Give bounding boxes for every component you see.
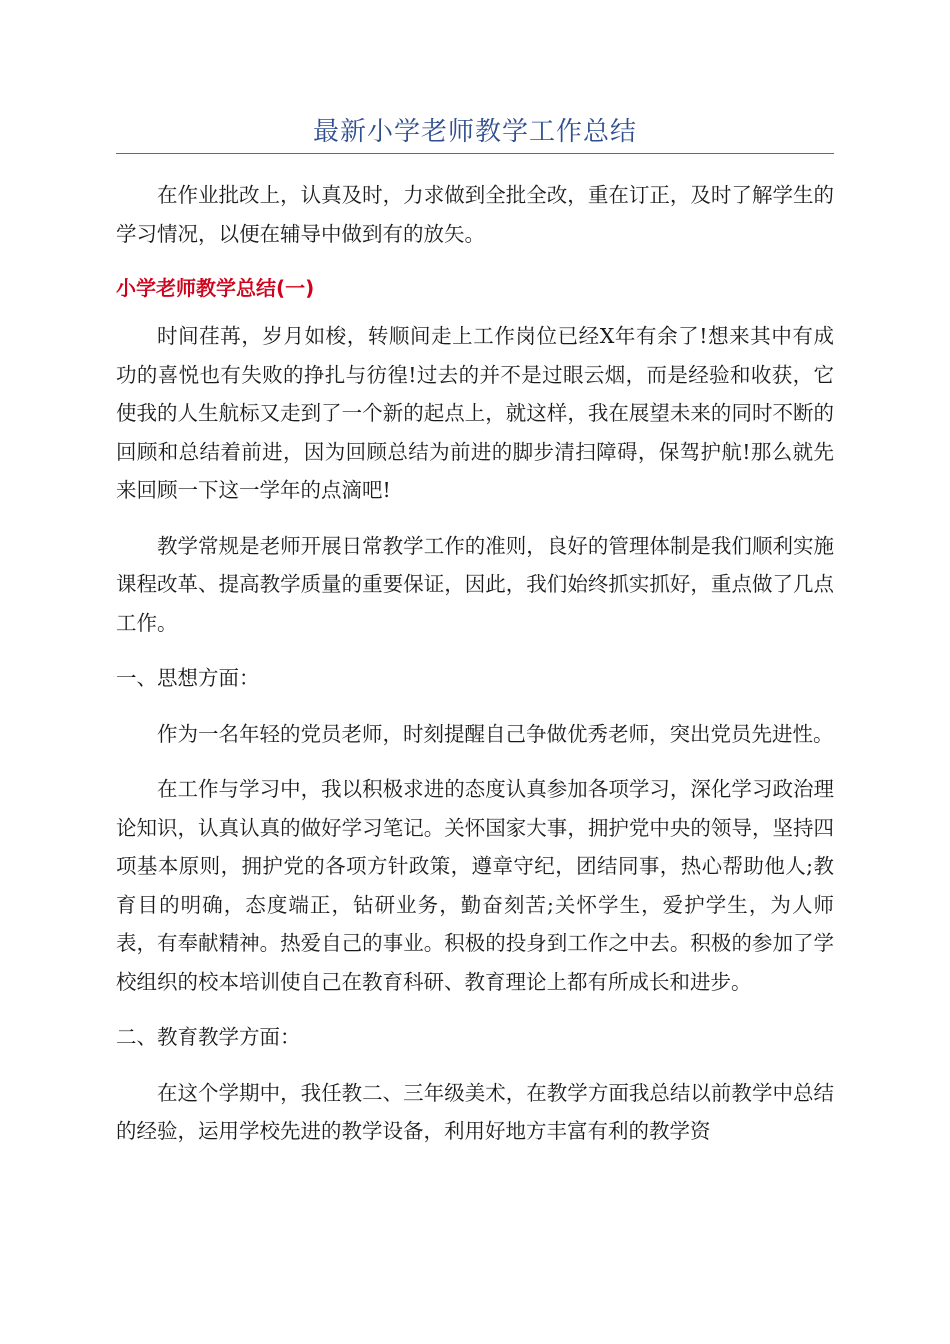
subsection-heading-ideology: 一、思想方面： <box>116 666 260 690</box>
subsection-heading-teaching: 二、教育教学方面： <box>116 1025 301 1049</box>
paragraph-party-member: 作为一名年轻的党员老师，时刻提醒自己争做优秀老师，突出党员先进性。 <box>157 721 834 746</box>
paragraph-work-study: 在工作与学习中，我以积极求进的态度认真参加各项学习，深化学习政治理论知识，认真认真的做好学习笔记。关怀国家大事，拥护党中央的领导，坚持四项基本原则，拥护党的各项方针政策，遵章守纪，团结同事，热心帮助他人;教育目的明确，态度端正，钻研业务，勤奋刻苦;关怀学生，爱护学生，为人师表，有奉献精神。热爱自己的事业。积极的投身到工作之中去。积极的参加了学校组织的校本培训使自己在教育科研、教育理论上都有所成长和进步。 <box>116 777 834 994</box>
section-heading: 小学老师教学总结(一) <box>116 276 315 300</box>
title-underline <box>116 153 834 154</box>
document-body <box>116 176 834 1168</box>
intro-paragraph: 在作业批改上，认真及时，力求做到全批全改，重在订正，及时了解学生的学习情况，以便在辅导中做到有的放矢。 <box>116 183 834 246</box>
paragraph-reflection: 时间荏苒，岁月如梭，转顺间走上工作岗位已经X年有余了!想来其中有成功的喜悦也有失败的挣扎与彷徨!过去的并不是过眼云烟，而是经验和收获，它使我的人生航标又走到了一个新的起点上，就这样，我在展望未来的同时不断的回顾和总结着前进，因为回顾总结为前进的脚步清扫障碍，保驾护航!那么就先来回顾一下这一学年的点滴吧! <box>116 324 834 502</box>
document-title: 最新小学老师教学工作总结 <box>312 117 637 147</box>
paragraph-semester-teaching: 在这个学期中，我任教二、三年级美术，在教学方面我总结以前教学中总结的经验，运用学校先进的教学设备，利用好地方丰富有利的教学资 <box>116 1080 834 1143</box>
paragraph-teaching-routine: 教学常规是老师开展日常教学工作的准则，良好的管理体制是我们顺利实施课程改革、提高教学质量的重要保证，因此，我们始终抓实抓好，重点做了几点工作。 <box>116 533 834 635</box>
